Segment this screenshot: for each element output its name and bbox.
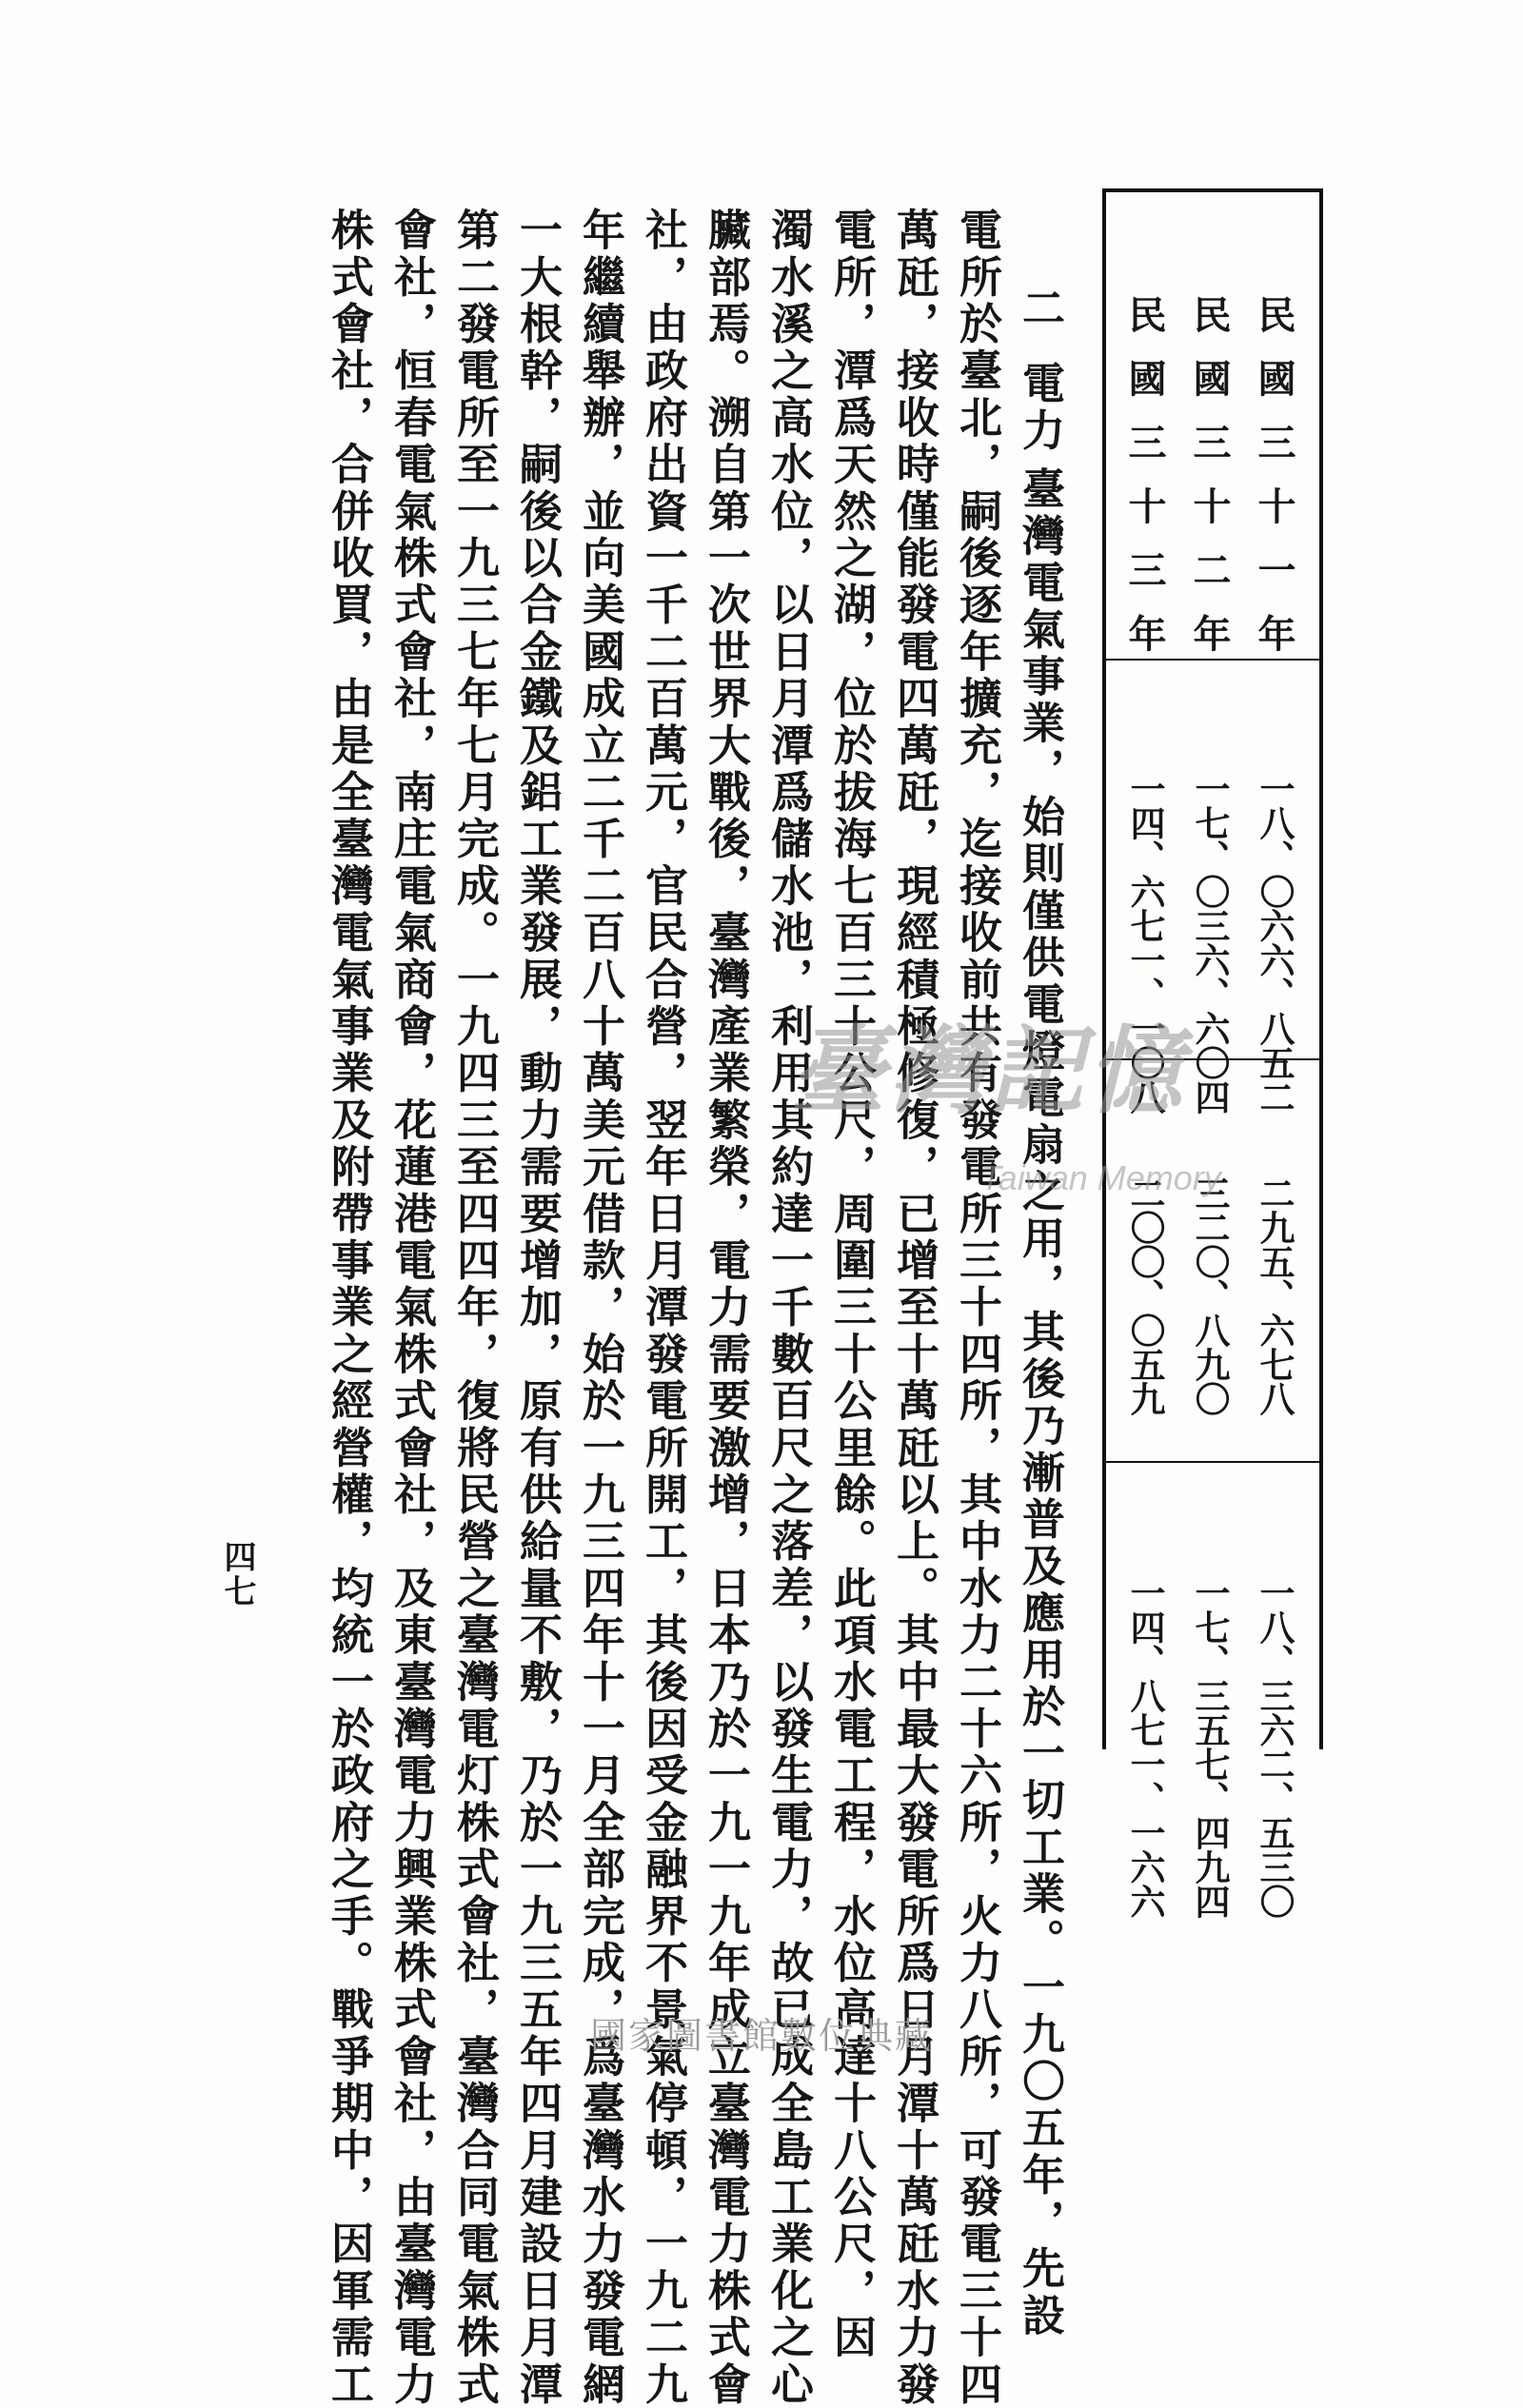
text-line-1: 臺灣電氣事業，始則僅供電燈電扇之用，其後乃漸普及應用於一切工業。一九〇五年，先設 (1015, 465, 1065, 2339)
footer-credit: 國家圖書館數位典藏 (589, 2015, 933, 2057)
table-right-rule (1319, 188, 1323, 1749)
text-column-5: 濁水溪之高水位，以日月潭爲儲水池，利用其約達一千數百尺之落差，以發生電力，故已成全島工業化之心 (763, 207, 814, 2408)
text-column-8: 年繼續舉辦，並向美國成立二千二百八十萬美元借款，始於一九三四年十一月全部完成，爲臺灣水力發電網 (575, 207, 625, 2408)
table-year-2: 民國三十二年 (1187, 295, 1232, 678)
watermark-chinese: 臺灣記憶 (790, 1015, 1186, 1127)
table-cell-year1-col3: 一八、三六二、五三〇 (1254, 1575, 1296, 1918)
text-column-10: 第二發電所至一九三七年七月完成。一九四三至四四年，復將民營之臺灣電灯株式會社，臺灣合同電氣株式 (449, 207, 500, 2408)
table-cell-year1-col2: 二九五、六七八 (1254, 1175, 1296, 1415)
table-cell-year2-col2: 三二〇、八九〇 (1189, 1175, 1231, 1415)
text-column-11: 會社，恒春電氣株式會社，南庄電氣商會，花蓮港電氣株式會社，及東臺灣電力興業株式會社，由臺灣電力 (386, 207, 437, 2408)
table-top-rule (1102, 188, 1321, 192)
table-cell-year3-col3: 一四、八七一、一六六 (1124, 1575, 1166, 1918)
text-column-7: 社，由政府出資一千二百萬元，官民合營，翌年日月潭發電所開工，其後因受金融界不景氣停頓，一九二九 (638, 207, 688, 2408)
table-cell-year3-col2: 二〇〇、〇五九 (1124, 1175, 1166, 1415)
table-cell-year3-col1: 一四、六七一、一〇八 (1124, 771, 1166, 1114)
text-column-3: 萬瓩，接收時僅能發電四萬瓩，現經積極修復，已增至十萬瓩以上。其中最大發電所爲日月潭十萬瓩水力發 (889, 207, 940, 2408)
section-title: 電力 (1015, 361, 1065, 455)
text-column-9: 一大根幹，嗣後以合金鐵及鋁工業發展，動力需要增加，原有供給量不敷，乃於一九三五年四月建設日月潭 (512, 207, 563, 2408)
table-left-rule (1102, 188, 1106, 1749)
table-year-1: 民國三十一年 (1252, 295, 1296, 678)
table-rule-3 (1106, 1461, 1319, 1463)
text-column-2: 電所於臺北，嗣後逐年擴充，迄接收前共有發電所三十四所，其中水力二十六所，火力八所，可發電三十四 (952, 207, 1002, 2408)
watermark-english: Taiwan Memory (980, 1158, 1221, 1197)
page-number: 四七 (218, 1540, 256, 1609)
table-cell-year2-col1: 一七、〇三六、六〇四 (1189, 771, 1231, 1114)
text-column-4: 電所，潭爲天然之湖，位於拔海七百三十公尺，周圍三十公里餘。此項水電工程，水位高達十八公尺，因 (826, 207, 877, 2362)
table-cell-year2-col3: 一七、三五七、四九四 (1189, 1575, 1231, 1918)
table-year-3: 民國三十三年 (1122, 295, 1167, 678)
table-cell-year1-col1: 一八、〇六六、八五二 (1254, 771, 1296, 1114)
section-number: 二 (1015, 286, 1065, 333)
text-column-6: 臟部焉。溯自第一次世界大戰後，臺灣產業繁榮，電力需要激增，日本乃於一九一九年成立臺灣電力株式會 (701, 207, 751, 2408)
text-column-12: 株式會社，合併收買，由是全臺灣電氣事業及附帶事業之經營權，均統一於政府之手。戰爭期中，因軍需工 (324, 207, 374, 2408)
